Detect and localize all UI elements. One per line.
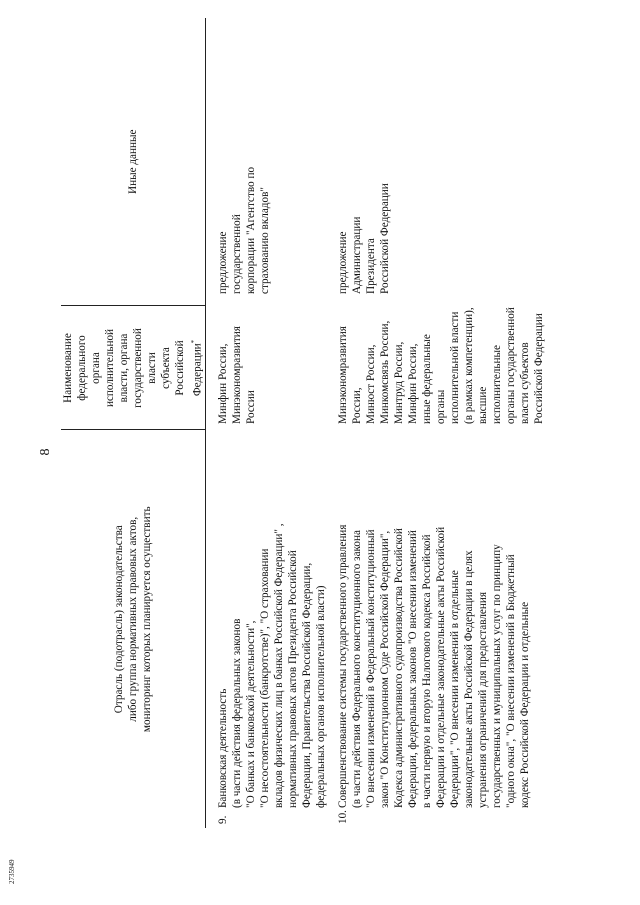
footnote-mark: * bbox=[190, 339, 198, 344]
monitoring-plan-table bbox=[61, 18, 546, 828]
row-other: предложение Администрации Президента Российской Федерации bbox=[336, 183, 391, 294]
document-code: 2735949 bbox=[8, 859, 16, 884]
header-sector bbox=[61, 430, 205, 808]
header-authority-text: Наименование федерального органа исполнительной власти, органа государственной власти субъекта Российской Федерации bbox=[62, 328, 204, 408]
header-other-text: Иные данные bbox=[126, 129, 139, 194]
header-authority bbox=[61, 306, 205, 430]
row-sector: Совершенствование системы государственного управления (в части действия Федерального конституционного закона "О внесении изменений в Федеральный конституционный закон "О Конституционном Суде Российской Федерации", Кодекса административного судопроизводства Российской Федерации, федеральных законов "О внесении изменений в части первую и вторую Налогового кодекса Российской Федерации и отдельные законодательные акты Российской Федерации", "О внесении изменений в отдельные законодательные акты Российской Федерации в целях устранения ограничений для предоставления государственных и муниципальных услуг по принципу "одного окна", "О внесении изменений в Бюджетный кодекс Российской Федерации и отдельные bbox=[336, 524, 531, 808]
page-number: 8 bbox=[38, 448, 53, 456]
row-number: 10. bbox=[336, 810, 349, 824]
table-row bbox=[205, 18, 328, 828]
row-sector: Банковская деятельность (в части действия федеральных законов "О банках и банковской деятельности", "О несостоятельности (банкротстве)", "О страховании вкладов физических лиц в банках Российской Федерации" , нормативных правовых актов Президента Российской Федерации, Правительства Российской Федерации, федеральных органов исполнительной власти) bbox=[216, 523, 327, 808]
table-row bbox=[328, 18, 546, 828]
rotated-table-container bbox=[61, 18, 591, 828]
row-authority: Минэкономразвития России, Минюст России, Минкомсвязь России, Минтруд России, Минфин России, иные федеральные органы исполнительной власти (в рамках компетенции), высшие исполнительные органы государственной власти субъектов Российской Федерации bbox=[336, 307, 545, 424]
header-sector-text: Отрасль (подотрасль) законодательства либо группа нормативных правовых актов, мониторинг которых планируется осуществить bbox=[112, 506, 153, 733]
header-other bbox=[61, 18, 205, 306]
row-authority: Минфин России, Минэкономразвития России bbox=[216, 326, 257, 424]
header-num-cell bbox=[61, 808, 205, 828]
row-number: 9. bbox=[216, 815, 229, 824]
table-header-row bbox=[61, 18, 205, 828]
row-other: предложение государственной корпорации "Агентство по страхованию вкладов" bbox=[216, 166, 271, 294]
